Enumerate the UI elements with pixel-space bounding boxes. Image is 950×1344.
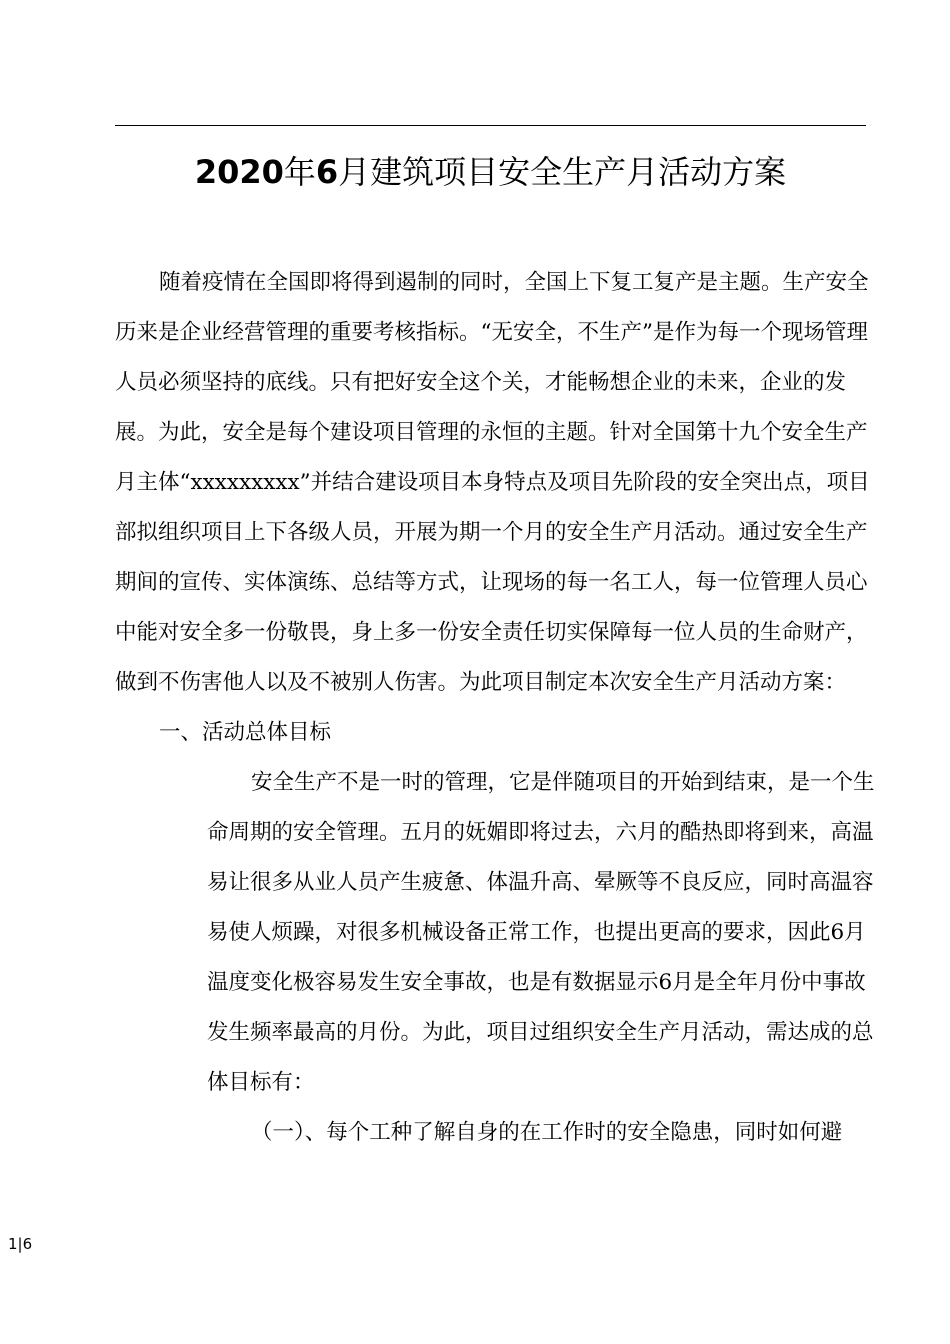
document-body <box>115 258 875 1158</box>
section-1-content <box>207 758 875 1158</box>
intro-paragraph: 随着疫情在全国即将得到遏制的同时，全国上下复工复产是主题。生产安全历来是企业经营管理的重要考核指标。“无安全，不生产”是作为每一个现场管理人员必须坚持的底线。只有把好安全这个关，才能畅想企业的未来，企业的发展。为此，安全是每个建设项目管理的永恒的主题。针对全国第十九个安全生产月主体“xxxxxxxxx”并结合建设项目本身特点及项目先阶段的安全突出点，项目部拟组织项目上下各级人员，开展为期一个月的安全生产月活动。通过安全生产期间的宣传、实体演练、总结等方式，让现场的每一名工人，每一位管理人员心中能对安全多一份敬畏，身上多一份安全责任切实保障每一位人员的生命财产，做到不伤害他人以及不被别人伤害。为此项目制定本次安全生产月活动方案： <box>115 270 870 695</box>
title-month: 6 <box>315 153 339 192</box>
section-1-heading: 一、活动总体目标 <box>159 720 332 745</box>
title-year-suffix: 年 <box>283 153 316 192</box>
page-number: 1|6 <box>8 1235 33 1253</box>
title-year: 2020 <box>194 153 284 192</box>
document-title <box>115 149 866 195</box>
section-1-paragraph: 安全生产不是一时的管理，它是伴随项目的开始到结束，是一个生命周期的安全管理。五月的妩媚即将过去，六月的酷热即将到来，高温易让很多从业人员产生疲惫、体温升高、晕厥等不良反应，同时高温容易使人烦躁，对很多机械设备正常工作，也提出更高的要求，因此6月温度变化极容易发生安全事故，也是有数据显示6月是全年月份中事故发生频率最高的月份。为此，项目过组织安全生产月活动，需达成的总体目标有： <box>207 770 875 1095</box>
section-1-item-1: （一）、每个工种了解自身的在工作时的安全隐患，同时如何避 <box>251 1120 843 1145</box>
header-rule <box>115 125 866 126</box>
title-rest: 月建筑项目安全生产月活动方案 <box>338 153 787 192</box>
